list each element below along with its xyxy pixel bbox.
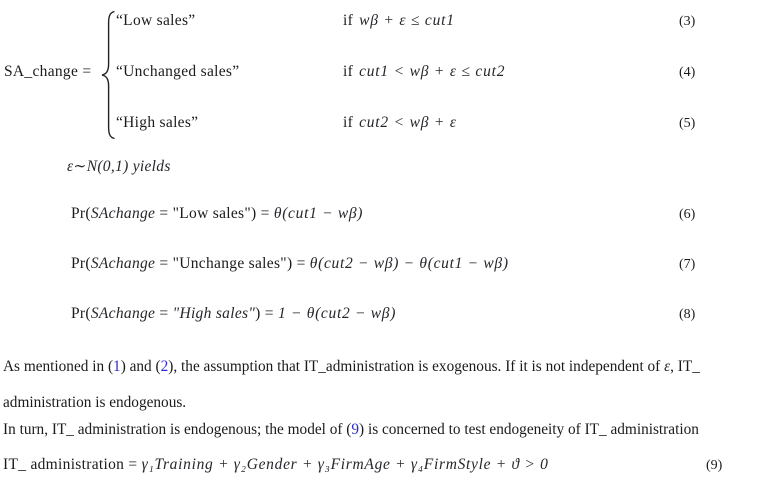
paragraph-line-3 — [3, 421, 699, 439]
case-lhs-text: SA_change = — [4, 63, 92, 80]
equals-sign: = — [155, 205, 173, 222]
if-word: if — [343, 63, 354, 80]
ref-link-2[interactable]: 2 — [160, 358, 169, 375]
close-equals: ) = — [286, 255, 310, 272]
paragraph-text: ) and ( — [120, 358, 161, 375]
condition-math: cut2 < wβ + ε — [359, 114, 457, 131]
paragraph-line-2: administration is endogenous. — [3, 394, 187, 411]
equation-number: (8) — [679, 307, 696, 322]
variable-name: SAchange — [90, 255, 156, 272]
equals-sign: = — [155, 255, 173, 272]
if-word: if — [343, 114, 354, 131]
probability-equation-8 — [71, 305, 396, 323]
close-equals: ) = — [255, 305, 278, 322]
probability-equation-7 — [71, 255, 509, 273]
equation-number: (4) — [679, 65, 696, 80]
paragraph-text: As mentioned in ( — [3, 358, 114, 375]
equation-number: (9) — [706, 458, 723, 473]
paragraph-line-1 — [3, 358, 700, 376]
if-word: if — [343, 12, 354, 29]
paragraph-text: , IT_ — [670, 358, 700, 375]
quoted-category: "Unchange sales" — [172, 255, 287, 272]
rhs-math: θ(cut2 − wβ) − θ(cut1 − wβ) — [309, 255, 509, 272]
case-label — [116, 12, 195, 30]
quoted-category: "High sales" — [172, 305, 256, 322]
probability-equation-6 — [71, 205, 363, 223]
equation-number: (7) — [679, 257, 696, 272]
case-condition — [343, 114, 457, 132]
equation-9 — [3, 456, 549, 474]
paragraph-text: ) is concerned to test endogeneity of IT_ administration — [359, 421, 699, 438]
pr-prefix: Pr( — [71, 305, 91, 322]
ref-link-1[interactable]: 1 — [113, 358, 121, 375]
close-equals: ) = — [251, 205, 274, 222]
case-label-text: “Low sales” — [116, 12, 196, 29]
rhs-math: θ(cut1 − wβ) — [273, 205, 364, 222]
case-condition — [343, 63, 505, 81]
case-label-text: “High sales” — [116, 114, 199, 131]
paragraph-text: In turn, IT_ administration is endogenous; the model of ( — [3, 421, 352, 438]
paragraph-text: ), the assumption that IT_administration is exogenous. If it is not independent of — [168, 358, 665, 375]
case-label-text: “Unchanged sales” — [116, 63, 240, 80]
pr-prefix: Pr( — [71, 205, 91, 222]
variable-name: SAchange — [90, 305, 156, 322]
condition-math: wβ + ε ≤ cut1 — [359, 12, 455, 29]
curly-brace — [100, 10, 116, 140]
rhs-math: 1 − θ(cut2 − wβ) — [278, 305, 397, 322]
equals-sign: = — [155, 305, 173, 322]
equation-number: (6) — [679, 207, 696, 222]
case-lhs — [4, 63, 91, 81]
epsilon-symbol: ε — [664, 358, 671, 375]
equation-9-rhs: γ₁Training + γ₂Gender + γ₃FirmAge + γ₄FirmStyle + ϑ > 0 — [141, 456, 549, 473]
condition-math: cut1 < wβ + ε ≤ cut2 — [359, 63, 506, 80]
case-label — [116, 114, 198, 132]
yields-line — [67, 157, 171, 176]
variable-name: SAchange — [90, 205, 156, 222]
case-condition — [343, 12, 455, 30]
pr-prefix: Pr( — [71, 255, 91, 272]
yields-line-text: ε∼N(0,1) yields — [67, 158, 171, 175]
equation-number: (5) — [679, 116, 696, 131]
curly-brace-path — [102, 12, 115, 139]
equation-9-lhs: IT_ administration = — [3, 456, 142, 473]
equation-number: (3) — [679, 14, 696, 29]
ref-link-9[interactable]: 9 — [351, 421, 360, 438]
quoted-category: "Low sales" — [172, 205, 252, 222]
case-label — [116, 63, 239, 81]
